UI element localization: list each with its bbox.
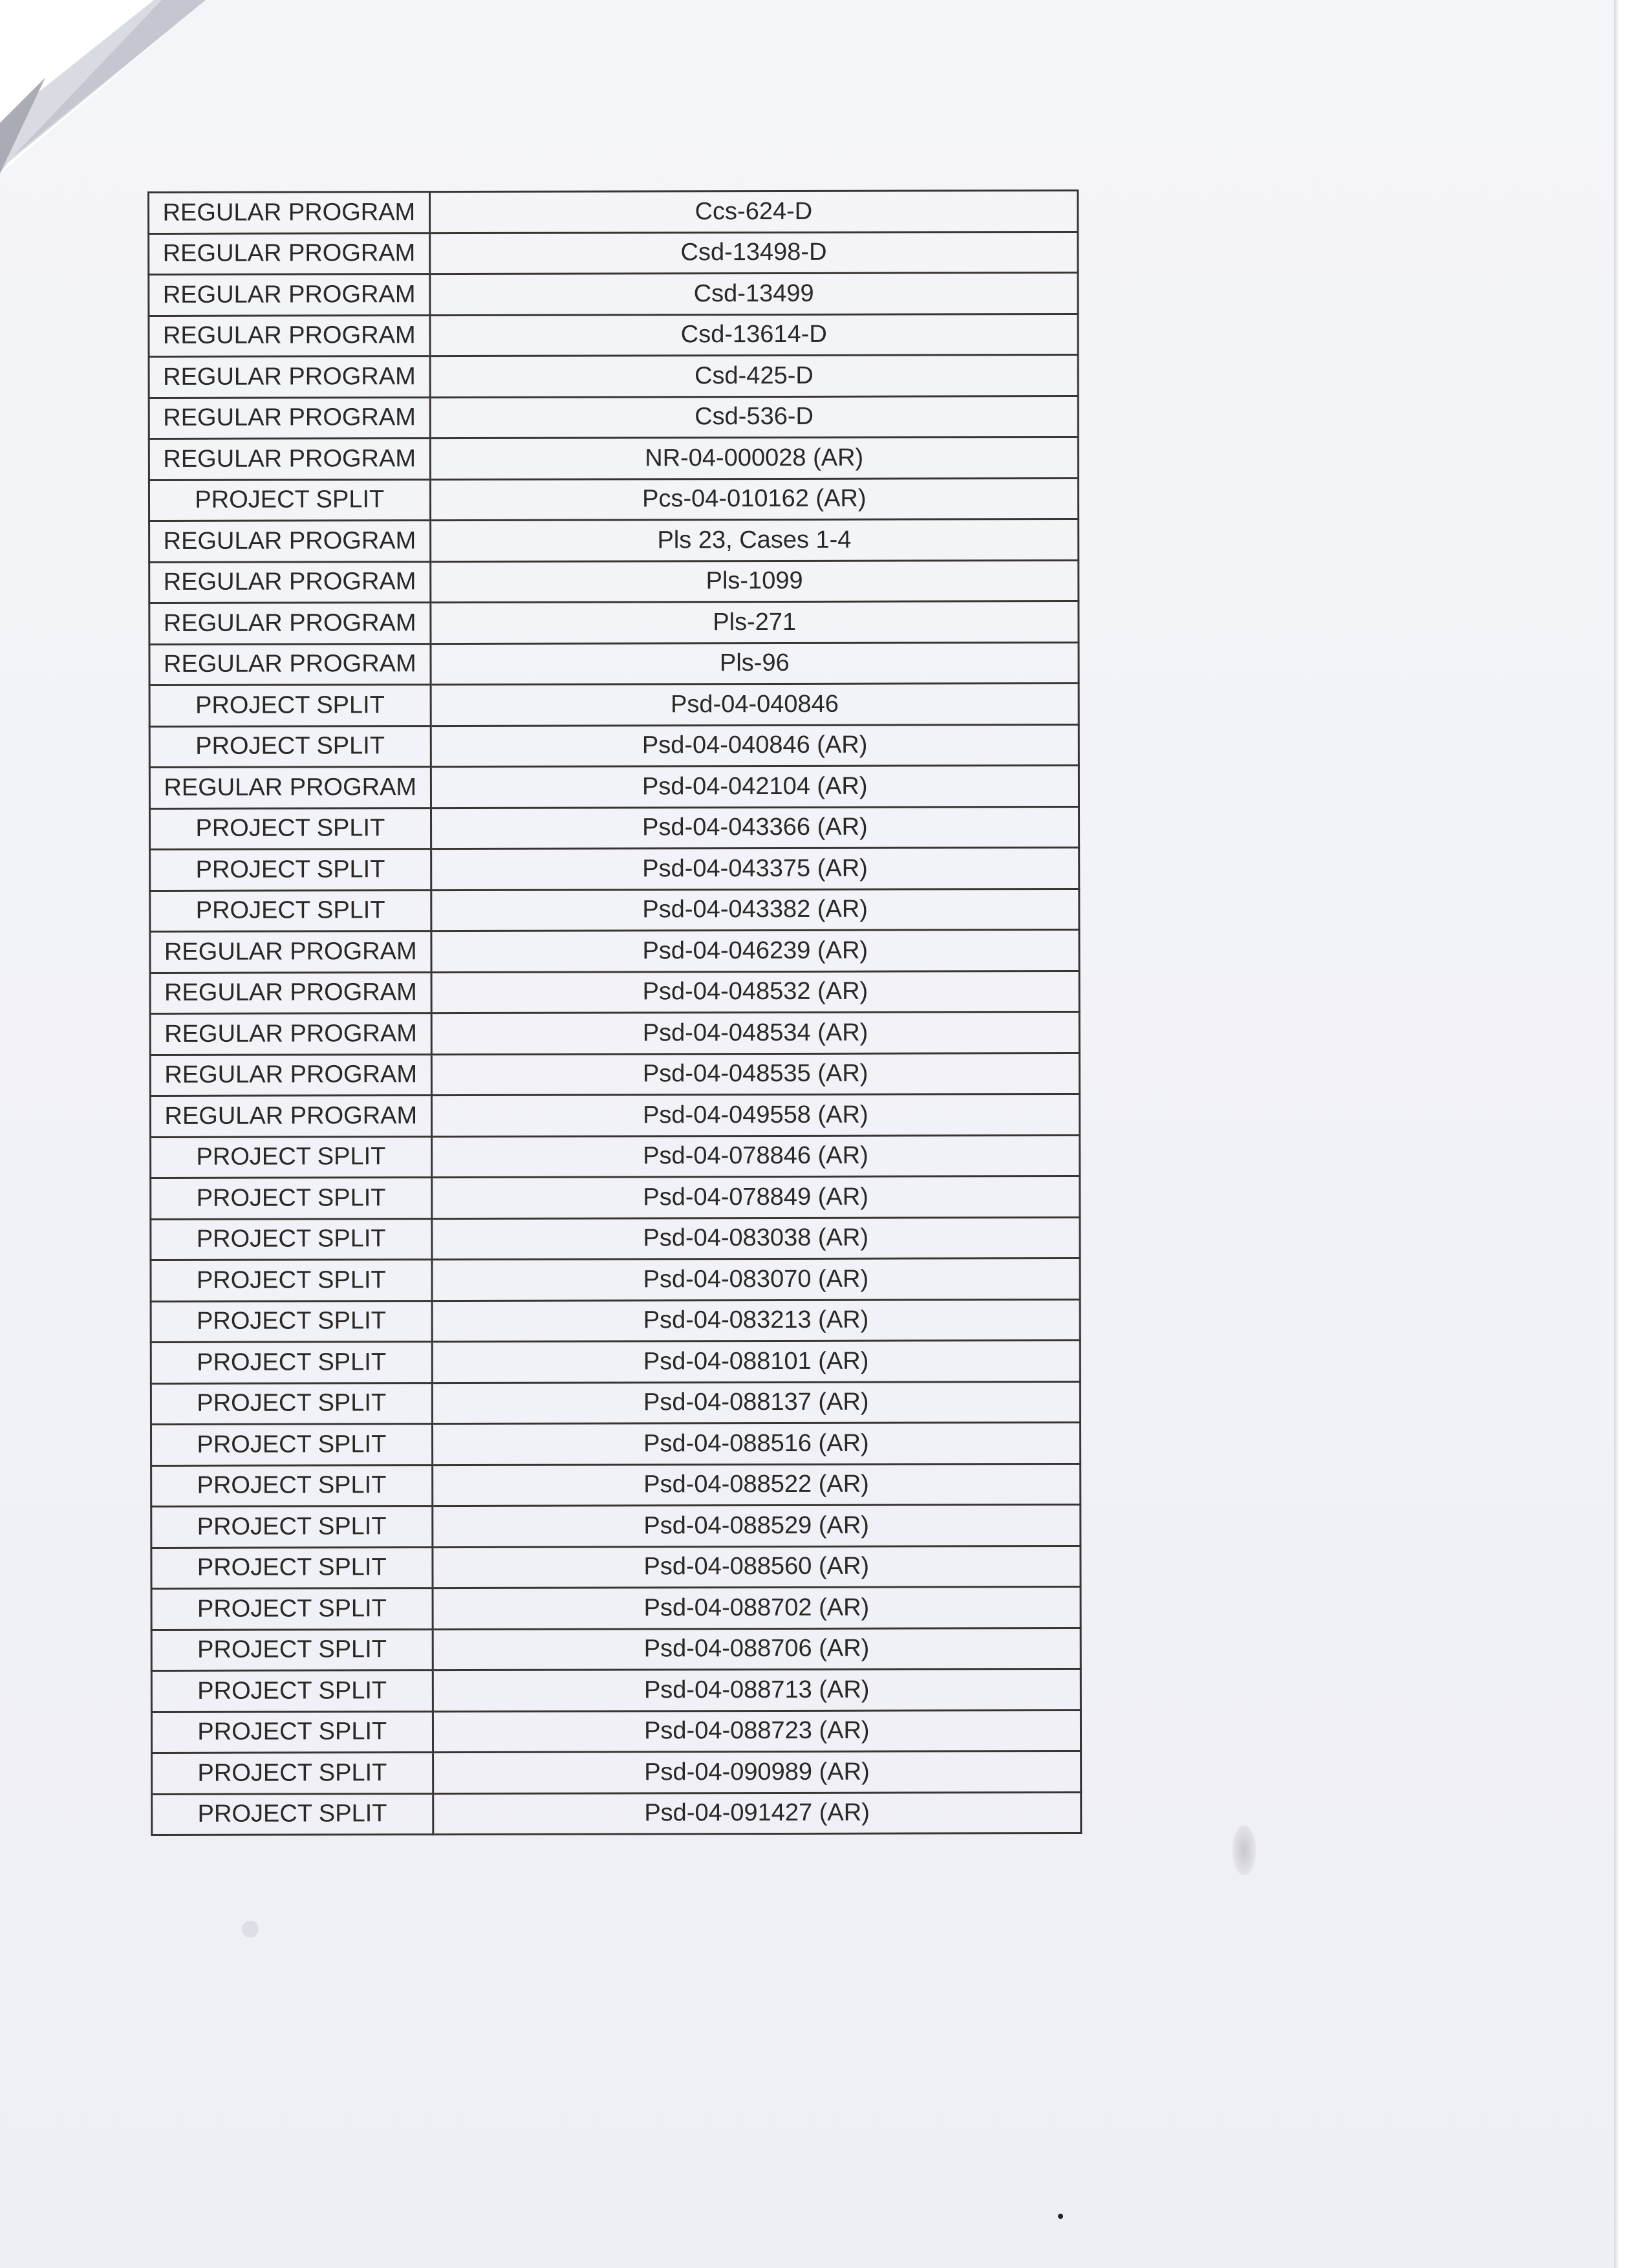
case-code-cell: Csd-425-D — [430, 354, 1078, 397]
table-row — [149, 396, 1078, 439]
program-type-cell: PROJECT SPLIT — [149, 479, 430, 521]
program-type-cell: REGULAR PROGRAM — [150, 1054, 431, 1096]
program-type-cell: REGULAR PROGRAM — [149, 603, 431, 644]
table-row — [149, 519, 1079, 562]
program-type-cell: PROJECT SPLIT — [151, 1260, 432, 1301]
program-type-cell: REGULAR PROGRAM — [149, 274, 430, 316]
table-row — [152, 1792, 1081, 1835]
table-row — [149, 806, 1079, 850]
table-row — [150, 929, 1079, 973]
program-type-cell: PROJECT SPLIT — [152, 1793, 433, 1835]
case-code-cell: Psd-04-083213 (AR) — [432, 1299, 1080, 1342]
case-code-cell: Csd-13499 — [429, 272, 1077, 315]
case-code-cell: Csd-13614-D — [430, 314, 1078, 356]
program-type-cell: PROJECT SPLIT — [149, 685, 431, 726]
table-row — [149, 601, 1079, 644]
program-type-cell: REGULAR PROGRAM — [149, 192, 430, 233]
program-type-cell: PROJECT SPLIT — [151, 1670, 433, 1712]
case-code-cell: Psd-04-088560 (AR) — [433, 1546, 1081, 1588]
case-code-cell: Psd-04-049558 (AR) — [431, 1094, 1079, 1136]
case-code-cell: Psd-04-048535 (AR) — [431, 1053, 1079, 1096]
program-type-cell: PROJECT SPLIT — [151, 1711, 433, 1753]
program-code-table — [147, 189, 1082, 1836]
table-row — [151, 1463, 1081, 1507]
table-row — [151, 1710, 1081, 1753]
table-row — [152, 1751, 1081, 1794]
table-row — [150, 1094, 1079, 1137]
page-edge — [1614, 0, 1619, 2268]
program-type-cell: PROJECT SPLIT — [149, 808, 431, 849]
program-type-cell: PROJECT SPLIT — [151, 1342, 432, 1383]
case-code-cell: Psd-04-090989 (AR) — [433, 1751, 1081, 1793]
table-row — [151, 1217, 1080, 1260]
table-row — [149, 724, 1079, 768]
program-type-cell: PROJECT SPLIT — [151, 1465, 433, 1506]
case-code-cell: Psd-04-048532 (AR) — [431, 971, 1079, 1013]
table-row — [151, 1299, 1080, 1343]
table-row — [149, 683, 1079, 726]
case-code-cell: Psd-04-078849 (AR) — [431, 1176, 1079, 1218]
program-type-cell: PROJECT SPLIT — [151, 1178, 432, 1219]
case-code-cell: Psd-04-046239 (AR) — [431, 929, 1079, 972]
paper-speck — [242, 1921, 259, 1938]
table-row — [151, 1669, 1081, 1712]
case-code-cell: Psd-04-043382 (AR) — [431, 889, 1079, 931]
case-code-cell: Pls-271 — [430, 601, 1078, 643]
case-code-cell: Psd-04-040846 — [431, 683, 1079, 726]
program-type-cell: REGULAR PROGRAM — [150, 1013, 431, 1055]
program-type-cell: PROJECT SPLIT — [151, 1424, 432, 1465]
program-type-cell: PROJECT SPLIT — [151, 1218, 432, 1260]
program-type-cell: PROJECT SPLIT — [151, 1301, 432, 1342]
case-code-cell: Psd-04-088529 (AR) — [432, 1504, 1080, 1547]
program-type-cell: PROJECT SPLIT — [151, 1547, 433, 1588]
paper-smudge — [1233, 1825, 1256, 1875]
program-type-cell: REGULAR PROGRAM — [149, 315, 430, 356]
table-row — [151, 1422, 1080, 1465]
program-type-cell: REGULAR PROGRAM — [149, 397, 430, 438]
table-row — [149, 560, 1079, 603]
table-row — [150, 971, 1079, 1014]
case-code-cell: Psd-04-088713 (AR) — [433, 1669, 1081, 1711]
table-row — [151, 1628, 1081, 1671]
program-type-cell: REGULAR PROGRAM — [150, 931, 431, 973]
table-row — [149, 478, 1078, 521]
table-row — [151, 1504, 1081, 1548]
table-row — [151, 1586, 1081, 1630]
table-row — [149, 354, 1078, 398]
case-code-cell: Psd-04-043366 (AR) — [431, 806, 1079, 849]
program-type-cell: PROJECT SPLIT — [149, 726, 431, 767]
program-type-cell: REGULAR PROGRAM — [149, 561, 431, 603]
program-type-cell: REGULAR PROGRAM — [149, 438, 430, 480]
program-type-cell: REGULAR PROGRAM — [149, 233, 430, 274]
table-row — [149, 232, 1078, 275]
case-code-cell: Psd-04-043375 (AR) — [431, 847, 1079, 890]
table-row — [151, 1546, 1081, 1589]
program-type-cell: REGULAR PROGRAM — [150, 1096, 431, 1137]
program-type-cell: REGULAR PROGRAM — [150, 972, 431, 1013]
case-code-cell: Psd-04-088702 (AR) — [433, 1586, 1081, 1629]
table-row — [149, 272, 1078, 316]
program-type-cell: PROJECT SPLIT — [151, 1629, 433, 1670]
program-type-cell: PROJECT SPLIT — [152, 1753, 433, 1794]
table-row — [151, 1340, 1080, 1383]
program-type-cell: REGULAR PROGRAM — [149, 521, 431, 562]
case-code-cell: Ccs-624-D — [429, 190, 1077, 233]
case-code-cell: Psd-04-088723 (AR) — [433, 1710, 1081, 1753]
program-type-cell: PROJECT SPLIT — [150, 890, 431, 931]
case-code-cell: Psd-04-040846 (AR) — [431, 724, 1079, 767]
case-code-cell: Pls-96 — [431, 642, 1079, 685]
table-row — [149, 642, 1079, 686]
table-row — [151, 1176, 1080, 1219]
case-code-cell: NR-04-000028 (AR) — [430, 437, 1078, 479]
case-code-cell: Pls 23, Cases 1-4 — [430, 519, 1078, 561]
case-code-cell: Pcs-04-010162 (AR) — [430, 478, 1078, 521]
program-type-cell: REGULAR PROGRAM — [149, 356, 430, 398]
case-code-cell: Psd-04-088137 (AR) — [432, 1381, 1080, 1424]
case-code-cell: Psd-04-088522 (AR) — [432, 1463, 1080, 1506]
case-code-cell: Psd-04-078846 (AR) — [431, 1135, 1079, 1178]
program-type-cell: PROJECT SPLIT — [151, 1506, 433, 1548]
table-row — [151, 1381, 1080, 1425]
case-code-cell: Psd-04-042104 (AR) — [431, 765, 1079, 808]
table-row — [149, 314, 1078, 357]
table-row — [149, 437, 1078, 480]
table-row — [150, 1011, 1079, 1055]
case-code-cell: Psd-04-091427 (AR) — [433, 1792, 1081, 1835]
table-row — [151, 1258, 1080, 1301]
table-row — [149, 765, 1079, 808]
program-type-cell: REGULAR PROGRAM — [149, 767, 431, 808]
case-code-cell: Psd-04-088101 (AR) — [432, 1340, 1080, 1383]
program-type-cell: REGULAR PROGRAM — [149, 643, 431, 685]
program-type-cell: PROJECT SPLIT — [151, 1383, 432, 1424]
folded-corner — [0, 0, 207, 175]
case-code-cell: Psd-04-083070 (AR) — [432, 1258, 1080, 1301]
paper-speck — [1058, 2214, 1063, 2219]
table-row — [150, 847, 1079, 891]
program-code-table-wrapper — [147, 191, 1079, 1836]
program-type-cell: PROJECT SPLIT — [151, 1588, 433, 1630]
table-row — [150, 1053, 1079, 1096]
case-code-cell: Psd-04-088516 (AR) — [432, 1422, 1080, 1465]
case-code-cell: Pls-1099 — [430, 560, 1078, 603]
case-code-cell: Psd-04-048534 (AR) — [431, 1011, 1079, 1054]
table-row — [151, 1135, 1080, 1178]
case-code-cell: Csd-536-D — [430, 396, 1078, 438]
table-body — [149, 190, 1081, 1835]
case-code-cell: Csd-13498-D — [429, 232, 1077, 274]
case-code-cell: Psd-04-083038 (AR) — [431, 1217, 1079, 1260]
case-code-cell: Psd-04-088706 (AR) — [433, 1628, 1081, 1670]
program-type-cell: PROJECT SPLIT — [150, 849, 431, 891]
table-row — [149, 190, 1078, 233]
program-type-cell: PROJECT SPLIT — [151, 1136, 432, 1178]
table-row — [150, 889, 1079, 932]
